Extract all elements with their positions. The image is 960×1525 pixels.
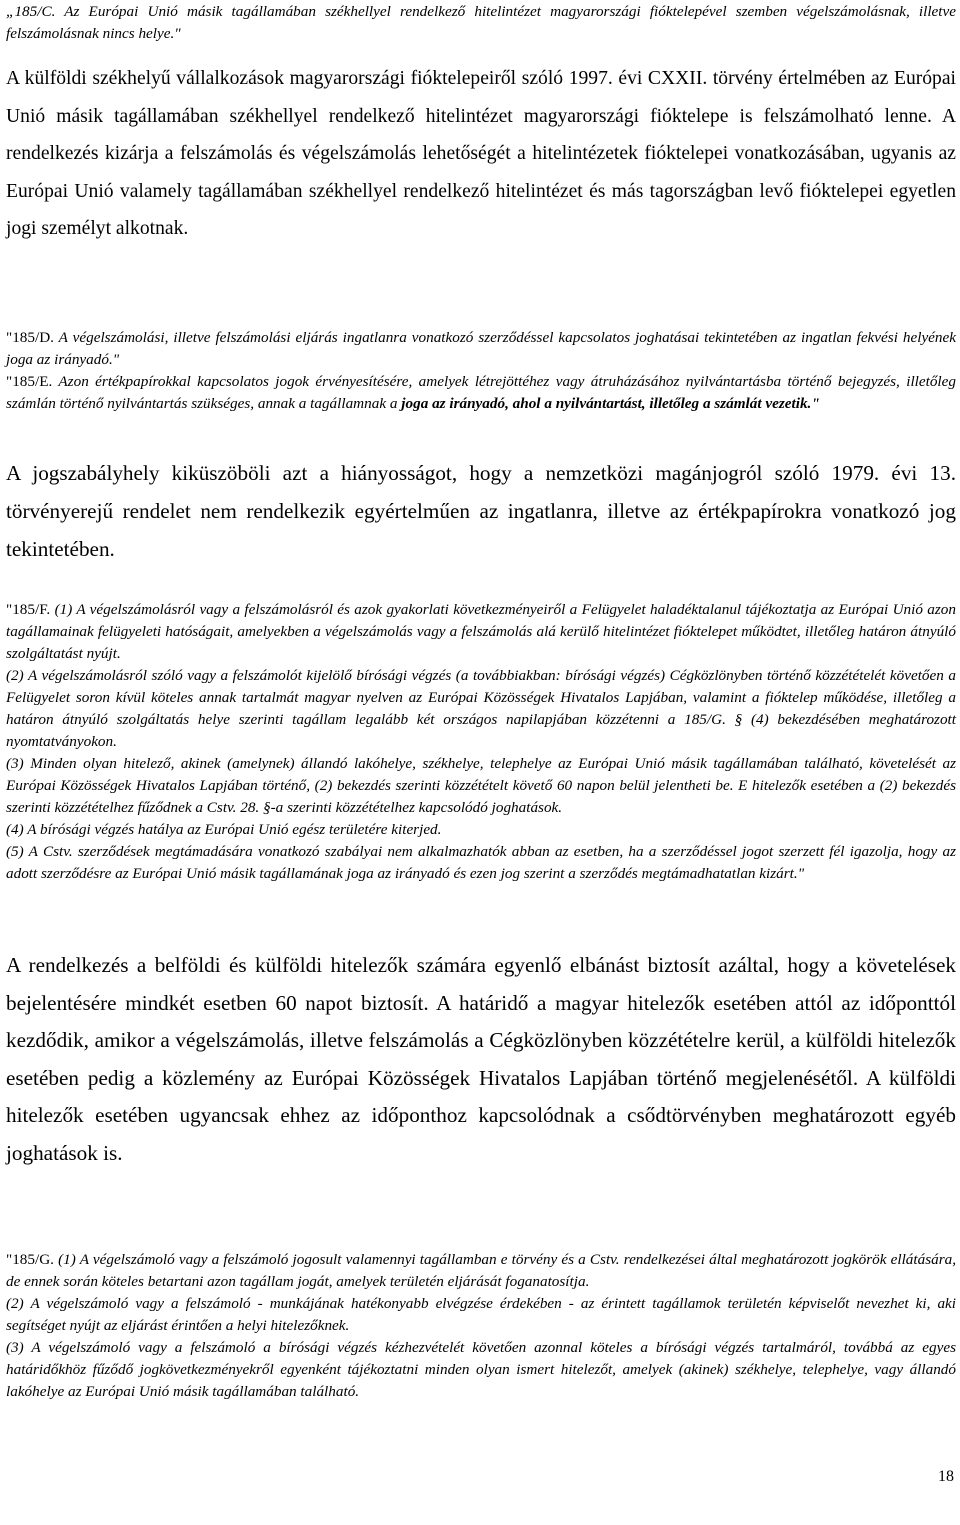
page-number: 18 xyxy=(938,1468,954,1485)
commentary-185e: A jogszabályhely kiküszöböli azt a hiányosságot, hogy a nemzetközi magánjogról szóló 1979. évi 13. törvényerejű rendelet nem rendelkezik egyértelműen az ingatlanra, illetve az értékpapírokra vonatkozó jog tekintetében. xyxy=(6,461,956,561)
quote-185g-para-1: (1) A végelszámoló vagy a felszámoló jogosult valamennyi tagállamban e törvény és a Cstv. rendelkezései által meghatározott jogkörök ellátására, de ennek során köteles betartani azon tagállam jogát, amelyek területén eljárását foganatosítja. xyxy=(6,1251,956,1290)
quote-185g xyxy=(6,1249,956,1403)
section-label-185f: "185/F. xyxy=(6,601,51,618)
quote-185d-text: A végelszámolási, illetve felszámolási eljárás ingatlanra vonatkozó szerződéssel kapcsolatos joghatásai tekintetében az ingatlan fekvési helyének joga az irányadó." xyxy=(6,329,956,368)
section-label-185d: "185/D. xyxy=(6,329,54,346)
commentary-185f: A rendelkezés a belföldi és külföldi hitelezők számára egyenlő elbánást biztosít azáltal, hogy a követelések bejelentésére mindkét esetben 60 napot biztosít. A határidő a magyar hitelezők esetében attól az időponttól kezdődik, amikor a végelszámolás, illetve felszámolás a Cégközlönyben közzétételre kerül, a külföldi hitelezők esetében pedig a közlemény az Európai Közösségek Hivatalos Lapjában történő megjelenésétől. A külföldi hitelezők esetében ugyancsak ehhez az időponthoz kapcsolódnak a csődtörvényben meghatározott egyéb joghatások is. xyxy=(6,953,956,1165)
section-label-185e: "185/E. xyxy=(6,373,53,390)
quote-185f-para-4: (4) A bírósági végzés hatálya az Európai Unió egész területére kiterjed. xyxy=(6,821,442,838)
quote-185c: „185/C. Az Európai Unió másik tagállamában székhellyel rendelkező hitelintézet magyarországi fióktelepével szemben végelszámolásnak, illetve felszámolásnak nincs helye." xyxy=(6,3,956,42)
section-label-185g: "185/G. xyxy=(6,1251,54,1268)
quote-185e-text: Azon értékpapírokkal kapcsolatos jogok érvényesítésére, amelyek létrejöttéhez vagy átruházásához nyilvántartásba történő bejegyzés, illetőleg számlán történő nyilvántartás szükséges, annak a tagállamnak a xyxy=(6,373,956,412)
quote-185f-para-3: (3) Minden olyan hitelező, akinek (amelynek) állandó lakóhelye, székhelye, telephelye az Európai Unió másik tagállamában található, követelését az Európai Közösségek Hivatalos Lapjában történő, (2) bekezdés szerinti közzétételt követő 60 napon belül jelentheti be. E hitelezők esetében a (2) bekezdés szerinti közzétételhez fűződnek a Cstv. 28. §-a szerinti közzétételhez kapcsolódó joghatások. xyxy=(6,755,956,816)
quote-185e-bold-text: joga az irányadó, ahol a nyilvántartást, illetőleg a számlát vezetik." xyxy=(401,395,820,412)
quote-185f-para-1: (1) A végelszámolásról vagy a felszámolásról és azok gyakorlati következményeiről a Felügyelet haladéktalanul tájékoztatja az Európai Unió azon tagállamainak felügyeleti hatóságait, amelyekben a végelszámolás vagy a felszámolás alá kerülő hitelintézet fióktelepet működtet, illetőleg határon átnyúló szolgáltatást nyújt. xyxy=(6,601,956,662)
quote-185f-para-2: (2) A végelszámolásról szóló vagy a felszámolót kijelölő bírósági végzés (a továbbiakban: bírósági végzés) Cégközlönyben történő közzétételét követően a Felügyelet soron kívül köteles annak tartalmát magyar nyelven az Európai Közösségek Hivatalos Lapjában, valamint a fióktelep működése, illetőleg a határon átnyúló szolgáltatás helye szerinti tagállam legalább két országos napilapjában közzétenni a 185/G. § (4) bekezdésében meghatározott nyomtatványokon. xyxy=(6,667,956,750)
quote-185e xyxy=(6,371,956,415)
quote-185g-para-2: (2) A végelszámoló vagy a felszámoló - munkájának hatékonyabb elvégzése érdekében - az érintett tagállamok területén képviselőt nevezhet ki, aki segítséget nyújt az eljárást érintően a helyi hitelezőknek. xyxy=(6,1295,956,1334)
commentary-185c: A külföldi székhelyű vállalkozások magyarországi fióktelepeiről szóló 1997. évi CXXII. törvény értelmében az Európai Unió másik tagállamában székhellyel rendelkező hitelintézet magyarországi fióktelepe is felszámolható lenne. A rendelkezés kizárja a felszámolás és végelszámolás lehetőségét a hitelintézetek fióktelepei vonatkozásában, ugyanis az Európai Unió valamely tagállamában székhellyel rendelkező hitelintézet és más tagországban levő fióktelepei egyetlen jogi személyt alkotnak. xyxy=(6,68,956,239)
quote-185f xyxy=(6,599,956,885)
quote-185f-para-5: (5) A Cstv. szerződések megtámadására vonatkozó szabályai nem alkalmazhatók abban az esetben, ha a szerződéssel jogot szerzett fél igazolja, hogy az adott szerződésre az Európai Unió másik tagállamának joga az irányadó és ezen jog szerint a szerződés megtámadhatatlan kizárt." xyxy=(6,843,956,882)
quote-185g-para-3: (3) A végelszámoló vagy a felszámoló a bírósági végzés kézhezvételét követően azonnal köteles a bírósági végzés tartalmáról, továbbá az egyes határidőkhöz fűződő jogkövetkezményekről egyenként tájékoztatni minden olyan ismert hitelezőt, amelyek (akinek) székhelye, telephelye, vagy állandó lakóhelye az Európai Unió másik tagállamában található. xyxy=(6,1339,956,1400)
quote-185d xyxy=(6,327,956,371)
